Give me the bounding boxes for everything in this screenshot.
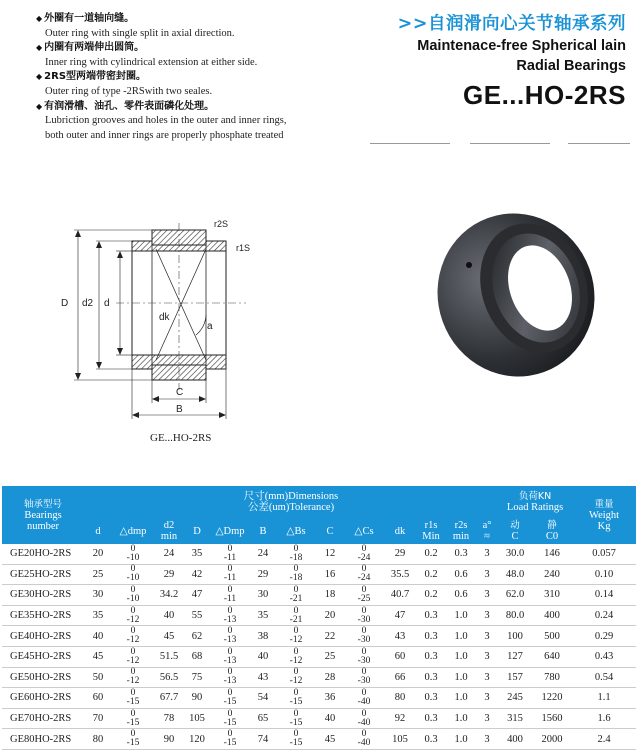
cell-Dmp: 0 -15 xyxy=(210,708,250,729)
cell-alpha: 3 xyxy=(476,646,498,667)
cell-dk: 105 xyxy=(384,729,416,750)
cell-weight: 0.54 xyxy=(572,667,636,688)
col-Bs: △Bs xyxy=(276,518,316,544)
cell-dk: 29 xyxy=(384,544,416,564)
cell-Cs: 0 -40 xyxy=(344,688,384,709)
cell-Dmp: 0 -11 xyxy=(210,585,250,606)
cell-B: 29 xyxy=(250,564,276,585)
label-B: B xyxy=(176,404,183,415)
cell-D: 105 xyxy=(184,708,210,729)
header-dimensions: 尺寸(mm)Dimensions 公差(um)Tolerance) xyxy=(84,486,498,518)
cell-d: 80 xyxy=(84,729,112,750)
table-row xyxy=(2,564,636,585)
cell-Bs: 0 -18 xyxy=(276,564,316,585)
cell-model: GE60HO-2RS xyxy=(2,688,84,709)
cell-C: 36 xyxy=(316,688,344,709)
cell-Bs: 0 -15 xyxy=(276,708,316,729)
cell-Cs: 0 -30 xyxy=(344,626,384,647)
model-heading: GE...HO-2RS xyxy=(463,80,626,110)
cell-model: GE20HO-2RS xyxy=(2,544,84,564)
cell-d2: 45 xyxy=(154,626,184,647)
col-alpha: a° ≈ xyxy=(476,518,498,544)
feature-1-en: Outer ring with single split in axial direction. xyxy=(45,27,235,39)
col-r2s: r2s min xyxy=(446,518,476,544)
cell-stat: 2000 xyxy=(532,729,572,750)
col-r1s: r1s Min xyxy=(416,518,446,544)
cell-Dmp: 0 -13 xyxy=(210,626,250,647)
col-dk: dk xyxy=(384,518,416,544)
feature-1-zh: ◆ 外圈有一道轴向缝。 xyxy=(36,13,135,24)
drawing-caption: GE...HO-2RS xyxy=(150,432,212,444)
col-C: C xyxy=(316,518,344,544)
cell-stat: 500 xyxy=(532,626,572,647)
series-title-en-line1: Maintenace-free Spherical lain xyxy=(417,38,626,54)
cell-d: 35 xyxy=(84,605,112,626)
cell-dk: 92 xyxy=(384,708,416,729)
table-row xyxy=(2,729,636,750)
cell-r2s: 1.0 xyxy=(446,605,476,626)
label-D: D xyxy=(61,298,69,309)
cell-model: GE80HO-2RS xyxy=(2,729,84,750)
cell-Cs: 0 -24 xyxy=(344,564,384,585)
cell-r2s: 1.0 xyxy=(446,729,476,750)
cell-r2s: 1.0 xyxy=(446,688,476,709)
cell-Bs: 0 -12 xyxy=(276,646,316,667)
cell-B: 38 xyxy=(250,626,276,647)
cell-alpha: 3 xyxy=(476,626,498,647)
cell-dk: 40.7 xyxy=(384,585,416,606)
col-D: D xyxy=(184,518,210,544)
cell-alpha: 3 xyxy=(476,729,498,750)
table-row xyxy=(2,667,636,688)
cell-dyn: 62.0 xyxy=(498,585,532,606)
cell-dmp: 0 -15 xyxy=(112,688,154,709)
cell-d2: 51.5 xyxy=(154,646,184,667)
cell-B: 43 xyxy=(250,667,276,688)
cell-r1s: 0.2 xyxy=(416,544,446,564)
header-bearing-number: 轴承型号 Bearings number xyxy=(2,486,84,544)
cell-dyn: 80.0 xyxy=(498,605,532,626)
spec-table-body xyxy=(2,544,636,749)
cell-C: 18 xyxy=(316,585,344,606)
cell-Bs: 0 -12 xyxy=(276,626,316,647)
cell-D: 35 xyxy=(184,544,210,564)
cell-model: GE25HO-2RS xyxy=(2,564,84,585)
cell-Cs: 0 -24 xyxy=(344,544,384,564)
cell-r1s: 0.3 xyxy=(416,729,446,750)
cell-alpha: 3 xyxy=(476,564,498,585)
col-B: B xyxy=(250,518,276,544)
cell-r2s: 1.0 xyxy=(446,708,476,729)
cell-d2: 78 xyxy=(154,708,184,729)
cell-D: 42 xyxy=(184,564,210,585)
cell-B: 65 xyxy=(250,708,276,729)
cell-stat: 240 xyxy=(532,564,572,585)
cell-stat: 1220 xyxy=(532,688,572,709)
cell-Dmp: 0 -15 xyxy=(210,688,250,709)
cell-r1s: 0.3 xyxy=(416,626,446,647)
cell-dyn: 100 xyxy=(498,626,532,647)
col-static: 静 C0 xyxy=(532,518,572,544)
cell-r2s: 0.3 xyxy=(446,544,476,564)
cell-dyn: 48.0 xyxy=(498,564,532,585)
cell-d: 50 xyxy=(84,667,112,688)
cell-r1s: 0.2 xyxy=(416,564,446,585)
cell-dmp: 0 -10 xyxy=(112,585,154,606)
cell-d: 25 xyxy=(84,564,112,585)
cell-weight: 1.6 xyxy=(572,708,636,729)
cell-d2: 34.2 xyxy=(154,585,184,606)
cell-alpha: 3 xyxy=(476,605,498,626)
cell-alpha: 3 xyxy=(476,667,498,688)
cell-B: 40 xyxy=(250,646,276,667)
cell-alpha: 3 xyxy=(476,544,498,564)
label-d2: d2 xyxy=(82,298,94,309)
cell-stat: 640 xyxy=(532,646,572,667)
cell-dk: 47 xyxy=(384,605,416,626)
col-dmp: △dmp xyxy=(112,518,154,544)
cell-d: 60 xyxy=(84,688,112,709)
cell-d2: 29 xyxy=(154,564,184,585)
cell-r1s: 0.3 xyxy=(416,667,446,688)
divider-mid xyxy=(470,143,550,144)
cell-weight: 0.29 xyxy=(572,626,636,647)
col-Cs: △Cs xyxy=(344,518,384,544)
cell-C: 40 xyxy=(316,708,344,729)
cell-r1s: 0.3 xyxy=(416,708,446,729)
divider-left xyxy=(370,143,450,144)
cell-Bs: 0 -15 xyxy=(276,688,316,709)
cell-d2: 90 xyxy=(154,729,184,750)
table-row xyxy=(2,544,636,564)
divider-right xyxy=(568,143,630,144)
cell-weight: 0.14 xyxy=(572,585,636,606)
cell-dk: 66 xyxy=(384,667,416,688)
table-row xyxy=(2,626,636,647)
col-Dmp: △Dmp xyxy=(210,518,250,544)
cell-dyn: 157 xyxy=(498,667,532,688)
label-r2s: r2S xyxy=(214,219,229,229)
cell-Bs: 0 -15 xyxy=(276,729,316,750)
label-C: C xyxy=(176,387,184,398)
cell-Bs: 0 -21 xyxy=(276,605,316,626)
cell-B: 74 xyxy=(250,729,276,750)
cell-dk: 60 xyxy=(384,646,416,667)
col-d2: d2 min xyxy=(154,518,184,544)
cell-dk: 43 xyxy=(384,626,416,647)
cell-r2s: 0.6 xyxy=(446,564,476,585)
cell-Cs: 0 -30 xyxy=(344,667,384,688)
feature-3-en: Outer ring of type -2RSwith two seales. xyxy=(45,85,213,97)
cell-D: 68 xyxy=(184,646,210,667)
cell-D: 120 xyxy=(184,729,210,750)
cell-D: 90 xyxy=(184,688,210,709)
cell-D: 47 xyxy=(184,585,210,606)
cell-r2s: 1.0 xyxy=(446,646,476,667)
cell-stat: 1560 xyxy=(532,708,572,729)
feature-2-en: Inner ring with cylindrical extension at either side. xyxy=(45,56,258,68)
cell-dmp: 0 -12 xyxy=(112,646,154,667)
cell-B: 24 xyxy=(250,544,276,564)
cell-dmp: 0 -12 xyxy=(112,667,154,688)
cell-dmp: 0 -12 xyxy=(112,605,154,626)
cell-Cs: 0 -30 xyxy=(344,605,384,626)
feature-2-zh: ◆ 内圈有两端伸出圆筒。 xyxy=(36,42,145,54)
cell-dyn: 127 xyxy=(498,646,532,667)
cell-model: GE40HO-2RS xyxy=(2,626,84,647)
cell-dmp: 0 -15 xyxy=(112,708,154,729)
cell-Cs: 0 -40 xyxy=(344,708,384,729)
cell-alpha: 3 xyxy=(476,688,498,709)
cell-stat: 310 xyxy=(532,585,572,606)
cell-d2: 24 xyxy=(154,544,184,564)
feature-4-en-line2: both outer and inner rings are properly phosphate treated xyxy=(45,129,284,141)
cell-Dmp: 0 -15 xyxy=(210,729,250,750)
cell-weight: 1.1 xyxy=(572,688,636,709)
spec-table xyxy=(2,486,636,750)
table-row xyxy=(2,605,636,626)
cell-d: 20 xyxy=(84,544,112,564)
cell-Cs: 0 -40 xyxy=(344,729,384,750)
col-dynamic: 动 C xyxy=(498,518,532,544)
cell-D: 55 xyxy=(184,605,210,626)
cell-C: 20 xyxy=(316,605,344,626)
cell-dmp: 0 -10 xyxy=(112,544,154,564)
cell-d: 45 xyxy=(84,646,112,667)
cell-C: 12 xyxy=(316,544,344,564)
cell-Dmp: 0 -11 xyxy=(210,544,250,564)
cell-D: 75 xyxy=(184,667,210,688)
cell-C: 28 xyxy=(316,667,344,688)
label-d: d xyxy=(104,298,110,309)
table-row xyxy=(2,585,636,606)
cell-d2: 67.7 xyxy=(154,688,184,709)
cell-model: GE45HO-2RS xyxy=(2,646,84,667)
cell-B: 54 xyxy=(250,688,276,709)
cell-Dmp: 0 -13 xyxy=(210,667,250,688)
cell-C: 16 xyxy=(316,564,344,585)
feature-4-en: Lubriction grooves and holes in the outer and inner rings, xyxy=(45,115,287,127)
cell-r2s: 1.0 xyxy=(446,626,476,647)
cell-Dmp: 0 -13 xyxy=(210,646,250,667)
cell-stat: 400 xyxy=(532,605,572,626)
cell-d: 40 xyxy=(84,626,112,647)
cell-weight: 0.24 xyxy=(572,605,636,626)
cell-model: GE35HO-2RS xyxy=(2,605,84,626)
col-d: d xyxy=(84,518,112,544)
cell-stat: 146 xyxy=(532,544,572,564)
cell-C: 25 xyxy=(316,646,344,667)
cell-weight: 0.10 xyxy=(572,564,636,585)
cell-dyn: 400 xyxy=(498,729,532,750)
label-dk: dk xyxy=(159,312,170,323)
cell-r1s: 0.3 xyxy=(416,646,446,667)
cell-D: 62 xyxy=(184,626,210,647)
cell-dyn: 245 xyxy=(498,688,532,709)
label-r1s: r1S xyxy=(236,243,251,253)
cell-Cs: 0 -30 xyxy=(344,646,384,667)
cell-r1s: 0.3 xyxy=(416,605,446,626)
header-load-ratings: 负荷KN Load Ratings xyxy=(498,486,572,518)
cell-B: 30 xyxy=(250,585,276,606)
cell-d: 30 xyxy=(84,585,112,606)
cell-dyn: 30.0 xyxy=(498,544,532,564)
table-row xyxy=(2,708,636,729)
cell-r1s: 0.2 xyxy=(416,585,446,606)
cell-C: 45 xyxy=(316,729,344,750)
cell-Dmp: 0 -11 xyxy=(210,564,250,585)
cell-model: GE70HO-2RS xyxy=(2,708,84,729)
cell-dmp: 0 -12 xyxy=(112,626,154,647)
cell-d: 70 xyxy=(84,708,112,729)
cell-alpha: 3 xyxy=(476,585,498,606)
cell-Dmp: 0 -13 xyxy=(210,605,250,626)
cell-weight: 0.43 xyxy=(572,646,636,667)
cell-Cs: 0 -25 xyxy=(344,585,384,606)
cell-dk: 35.5 xyxy=(384,564,416,585)
cell-weight: 0.057 xyxy=(572,544,636,564)
cell-B: 35 xyxy=(250,605,276,626)
cell-r1s: 0.3 xyxy=(416,688,446,709)
cell-Bs: 0 -12 xyxy=(276,667,316,688)
series-title-zh: >>自润滑向心关节轴承系列 xyxy=(397,14,626,34)
cell-alpha: 3 xyxy=(476,708,498,729)
table-row xyxy=(2,688,636,709)
table-row xyxy=(2,646,636,667)
cell-d2: 56.5 xyxy=(154,667,184,688)
cell-d2: 40 xyxy=(154,605,184,626)
cell-dmp: 0 -15 xyxy=(112,729,154,750)
label-a: a xyxy=(207,321,213,332)
cell-r2s: 0.6 xyxy=(446,585,476,606)
cell-model: GE30HO-2RS xyxy=(2,585,84,606)
cell-r2s: 1.0 xyxy=(446,667,476,688)
cell-stat: 780 xyxy=(532,667,572,688)
bearing-product-image xyxy=(424,200,599,385)
feature-4-zh: ◆ 有润滑槽、油孔、零件表面磷化处理。 xyxy=(36,100,215,112)
feature-list xyxy=(36,12,336,143)
series-title-en-line2: Radial Bearings xyxy=(516,58,626,74)
cell-dmp: 0 -10 xyxy=(112,564,154,585)
header-weight: 重量 Weight Kg xyxy=(572,486,636,544)
cell-C: 22 xyxy=(316,626,344,647)
cell-model: GE50HO-2RS xyxy=(2,667,84,688)
cell-Bs: 0 -18 xyxy=(276,544,316,564)
feature-3-zh: ◆ 2RS型两端带密封圈。 xyxy=(36,71,147,83)
cell-Bs: 0 -21 xyxy=(276,585,316,606)
cell-dk: 80 xyxy=(384,688,416,709)
cell-dyn: 315 xyxy=(498,708,532,729)
cell-weight: 2.4 xyxy=(572,729,636,750)
bearing-cross-section-drawing xyxy=(56,205,286,425)
